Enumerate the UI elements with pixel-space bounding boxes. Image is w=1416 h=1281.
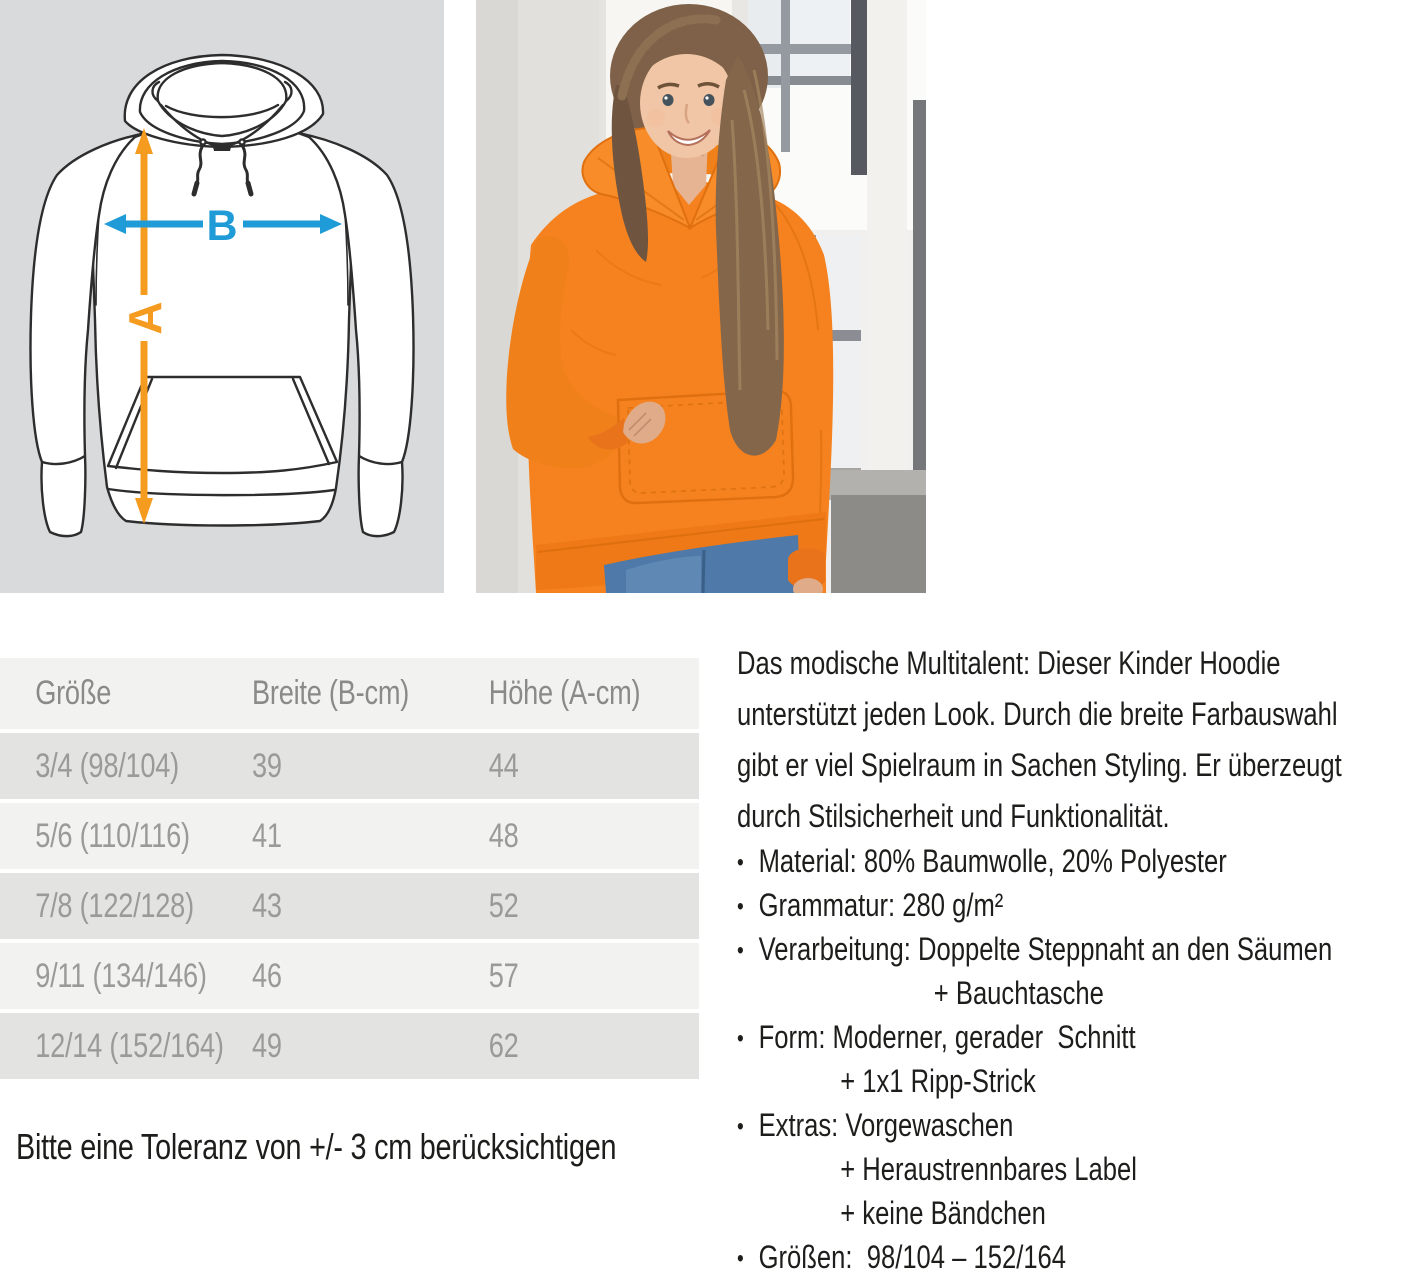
bullet-item-text: Material: 80% Baumwolle, 20% Polyester	[758, 843, 1227, 879]
bullet-item	[737, 1015, 1416, 1059]
cell-size: 5/6 (110/116)	[35, 816, 190, 855]
bullet-item	[737, 927, 1416, 971]
aglet-left	[194, 183, 197, 194]
bullet-sub-item: + 1x1 Ripp-Strick	[840, 1063, 1036, 1099]
table-row-inner	[0, 733, 699, 799]
size-table-header-inner	[0, 658, 699, 729]
left-cuff	[41, 456, 85, 536]
bullet-item-text: Form: Moderner, gerader Schnitt	[758, 1019, 1136, 1055]
width-label: B	[206, 202, 238, 250]
bullet-sub-item: + keine Bändchen	[840, 1195, 1046, 1231]
window-frame-vertical-2	[851, 0, 868, 175]
size-table-body	[0, 733, 699, 1079]
bullet-item-text: Verarbeitung: Doppelte Steppnaht an den Säumen	[758, 931, 1333, 967]
bullet-item-text: Grammatur: 280 g/m²	[758, 887, 1004, 923]
header-col-height: Höhe (A-cm)	[488, 674, 641, 712]
size-diagram-panel	[0, 0, 444, 593]
cell-height: 52	[488, 886, 519, 925]
cell-width: 41	[252, 816, 282, 855]
cell-width: 43	[252, 886, 282, 925]
bullet-item	[737, 1235, 1416, 1279]
cell-height: 62	[488, 1026, 519, 1065]
jeans-seam	[703, 550, 704, 593]
cheek-left	[647, 109, 665, 127]
cell-size: 12/14 (152/164)	[35, 1026, 224, 1065]
bullet-item-text: Größen: 98/104 – 152/164	[758, 1239, 1067, 1275]
aglet-right	[248, 183, 251, 194]
window-frame-horizontal-1	[748, 44, 861, 54]
bullet-item-text: Extras: Vorgewaschen	[758, 1107, 1014, 1143]
description-intro-line: durch Stilsicherheit und Funktionalität.	[737, 798, 1170, 834]
grommet-right	[239, 139, 244, 144]
left-wall-shadow	[476, 0, 518, 593]
description-intro-line: Das modische Multitalent: Dieser Kinder Hoodie	[737, 645, 1281, 681]
table-row	[0, 873, 699, 939]
cell-height: 48	[488, 816, 519, 855]
size-table-header	[0, 658, 699, 729]
neck-bar	[212, 143, 232, 151]
header-col-width: Breite (B-cm)	[252, 674, 410, 712]
hoodie-measure-diagram	[0, 0, 444, 593]
bullet-item	[737, 839, 1416, 883]
bullet-item	[737, 1103, 1416, 1147]
description-bullets	[737, 839, 1416, 1279]
description-intro-line: gibt er viel Spielraum in Sachen Styling. Er überzeugt	[737, 747, 1342, 783]
cell-width: 49	[252, 1026, 282, 1065]
table-row	[0, 943, 699, 1009]
table-row-inner	[0, 1013, 699, 1079]
cell-size: 3/4 (98/104)	[35, 746, 180, 785]
table-row	[0, 1013, 699, 1079]
right-cuff	[359, 456, 403, 536]
bullet-sub-item: + Bauchtasche	[933, 975, 1104, 1011]
window-frame-vertical-1	[781, 0, 790, 152]
cell-size: 7/8 (122/128)	[35, 886, 194, 925]
table-row	[0, 733, 699, 799]
cell-height: 57	[488, 956, 519, 995]
description-intro-line: unterstützt jeden Look. Durch die breite Farbauswahl	[737, 696, 1338, 732]
size-table	[0, 658, 699, 1079]
girl-eye-right	[704, 94, 715, 106]
product-photo	[476, 0, 926, 593]
header-col-size: Größe	[35, 674, 112, 712]
girl-hoodie	[506, 182, 833, 593]
bullet-item	[737, 883, 1416, 927]
product-photo-panel	[476, 0, 926, 593]
tolerance-note: Bitte eine Toleranz von +/- 3 cm berücksichtigen	[16, 1126, 617, 1167]
bullet-sub-item: + Heraustrennbares Label	[840, 1151, 1137, 1187]
height-label: A	[119, 301, 171, 335]
cell-size: 9/11 (134/146)	[35, 956, 207, 995]
glass-pane-2	[790, 0, 850, 76]
table-row-inner	[0, 943, 699, 1009]
cell-width: 39	[252, 746, 282, 785]
grommet-left	[200, 139, 205, 144]
radiator-dark	[831, 495, 926, 593]
girl-eye-left	[663, 94, 674, 106]
cell-height: 44	[488, 746, 519, 785]
eye-glint-left	[664, 96, 667, 99]
table-row-inner	[0, 803, 699, 869]
eye-glint-right	[705, 96, 708, 99]
table-row-inner	[0, 873, 699, 939]
cell-width: 46	[252, 956, 282, 995]
description-intro	[737, 638, 1416, 842]
table-row	[0, 803, 699, 869]
